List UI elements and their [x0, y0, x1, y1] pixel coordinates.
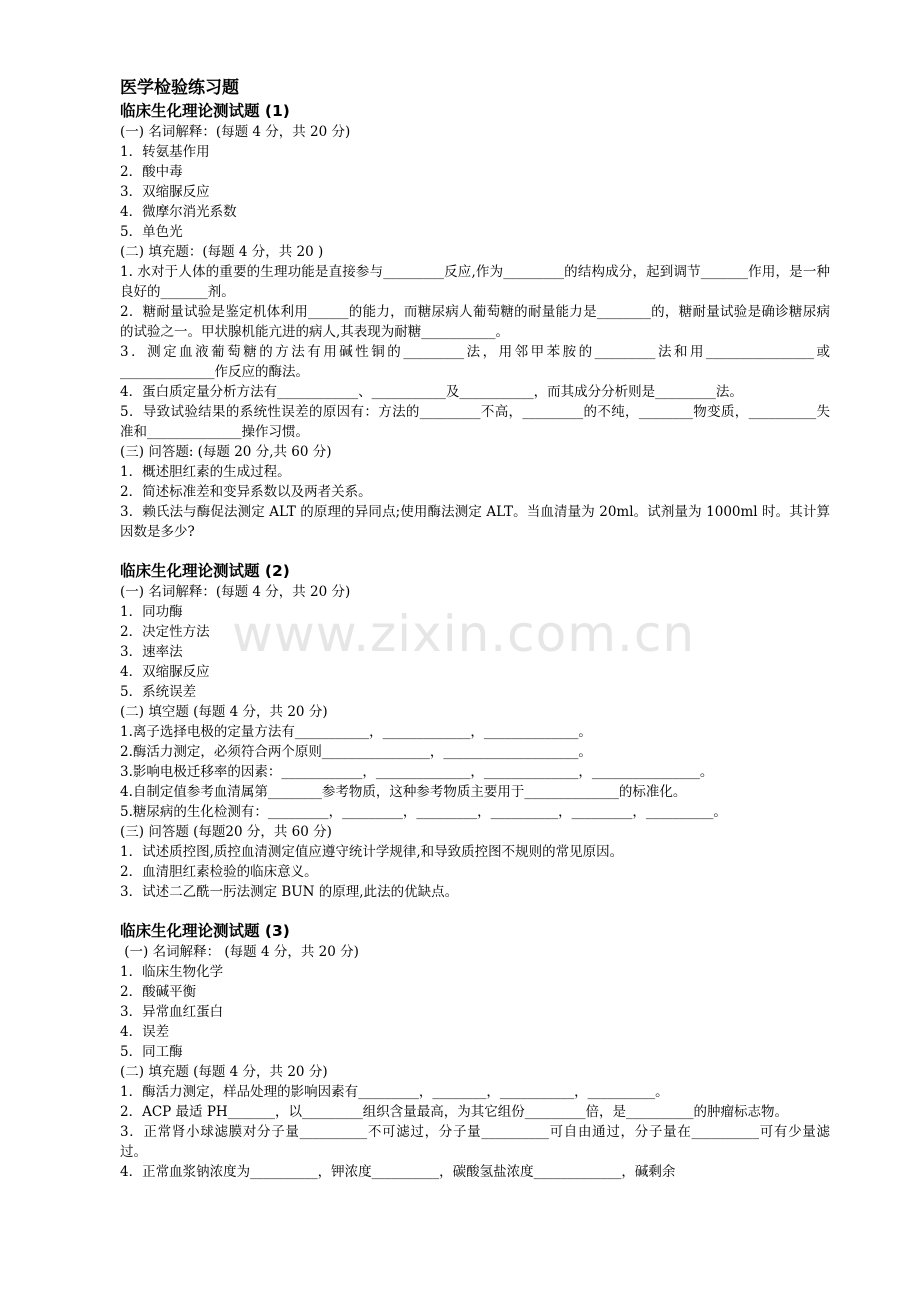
test-3-term-1: 1．临床生物化学 [120, 964, 224, 980]
test-1-fill-2: 2．糖耐量试验是鉴定机体利用______的能力，而糖尿病人葡萄糖的耐量能力是________的，糖耐量试验是确诊糖尿病的试验之一。甲状腺机能亢进的病人,其表现为耐糖___________。 [120, 304, 830, 340]
test-2-title: 临床生化理论测试题 (2) [120, 562, 290, 580]
document-body [120, 76, 830, 1182]
test-1-fill-5: 5．导致试验结果的系统性误差的原因有：方法的_________不高，_________的不纯，________物变质，__________失准和______________操作习惯。 [120, 404, 830, 440]
test-2-question-3: 3．试述二乙酰一肟法测定 BUN 的原理,此法的优缺点。 [120, 884, 459, 900]
test-1-term-4: 4．微摩尔消光系数 [120, 204, 237, 220]
test-1-fill-1: 1. 水对于人体的重要的生理功能是直接参与_________反应,作为_________的结构成分，起到调节_______作用，是一种良好的_______剂。 [120, 264, 830, 300]
test-3-term-3: 3．异常血红蛋白 [120, 1004, 224, 1020]
test-3-part-2-heading: (二) 填充题 (每题 4 分，共 20 分) [120, 1064, 328, 1080]
test-3-term-5: 5．同工酶 [120, 1044, 183, 1060]
section-gap [120, 902, 830, 920]
test-1-term-5: 5．单色光 [120, 224, 183, 240]
test-2-fill-2: 2.酶活力测定，必须符合两个原则________________，____________________。 [120, 744, 592, 760]
test-3-term-4: 4．误差 [120, 1024, 170, 1040]
test-1-fill-4: 4．蛋白质定量分析方法有____________、___________及___________，而其成分分析则是_________法。 [120, 384, 743, 400]
test-2-fill-5: 5.糖尿病的生化检测有：_________，_________，_________，__________，_________，__________。 [120, 804, 727, 820]
test-2-fill-3: 3.影响电极迁移率的因素：____________，______________，______________，________________。 [120, 764, 714, 780]
test-2-fill-4: 4.自制定值参考血清属第________参考物质，这种参考物质主要用于______________的标准化。 [120, 784, 687, 800]
test-2-term-2: 2．决定性方法 [120, 624, 210, 640]
test-3-fill-4: 4．正常血浆钠浓度为__________，钾浓度__________，碳酸氢盐浓度_____________，碱剩余 [120, 1164, 676, 1180]
test-1-part-2-heading: (二) 填充题：(每题 4 分，共 20 ) [120, 244, 324, 260]
test-1-question-3: 3．赖氏法与酶促法测定 ALT 的原理的异同点;使用酶法测定 ALT。当血清量为 20ml。试剂量为 1000ml 时。其计算因数是多少? [120, 504, 830, 540]
test-1-title: 临床生化理论测试题 (1) [120, 102, 290, 120]
test-2-term-3: 3．速率法 [120, 644, 183, 660]
test-2-question-1: 1．试述质控图,质控血清测定值应遵守统计学规律,和导致质控图不规则的常见原因。 [120, 844, 624, 860]
test-1-part-1-heading: (一) 名词解释：(每题 4 分，共 20 分) [120, 124, 351, 140]
test-2-part-3-heading: (三) 问答题 (每题20 分，共 60 分) [120, 824, 332, 840]
test-3-term-2: 2．酸碱平衡 [120, 984, 197, 1000]
test-2-part-2-heading: (二) 填空题 (每题 4 分，共 20 分) [120, 704, 328, 720]
test-3-title: 临床生化理论测试题 (3) [120, 922, 290, 940]
test-2-fill-1: 1.离子选择电极的定量方法有___________，_____________，______________。 [120, 724, 592, 740]
test-1-term-1: 1．转氨基作用 [120, 144, 210, 160]
test-2-term-5: 5．系统误差 [120, 684, 197, 700]
test-1-part-3-heading: (三) 问答题: (每题 20 分,共 60 分) [120, 444, 332, 460]
test-3-fill-2: 2．ACP 最适 PH_______，以_________组织含量最高，为其它组份_________倍，是__________的肿瘤标志物。 [120, 1104, 788, 1120]
test-1-fill-3: 3．测定血液葡萄糖的方法有用碱性铜的_________法，用邻甲苯胺的_________法和用________________或______________作反应的酶法。 [120, 344, 830, 380]
test-1-question-2: 2．简述标准差和变异系数以及两者关系。 [120, 484, 372, 500]
test-1-question-1: 1．概述胆红素的生成过程。 [120, 464, 291, 480]
watermark: www.zixin.com.cn [232, 605, 696, 663]
test-2-question-2: 2．血清胆红素检验的临床意义。 [120, 864, 318, 880]
test-1-term-3: 3．双缩脲反应 [120, 184, 210, 200]
test-2-term-4: 4．双缩脲反应 [120, 664, 210, 680]
document-title: 医学检验练习题 [120, 78, 239, 98]
section-gap [120, 542, 830, 560]
test-2-term-1: 1．同功酶 [120, 604, 183, 620]
test-3-part-1-heading: (一) 名词解释： (每题 4 分，共 20 分) [120, 944, 359, 960]
test-1-term-2: 2．酸中毒 [120, 164, 183, 180]
test-3-fill-1: 1．酶活力测定，样品处理的影响因素有_________，________，___________，__________。 [120, 1084, 669, 1100]
test-2-part-1-heading: (一) 名词解释：(每题 4 分，共 20 分) [120, 584, 351, 600]
test-3-fill-3: 3．正常肾小球滤膜对分子量__________不可滤过，分子量__________可自由通过，分子量在__________可有少量滤过。 [120, 1124, 830, 1160]
